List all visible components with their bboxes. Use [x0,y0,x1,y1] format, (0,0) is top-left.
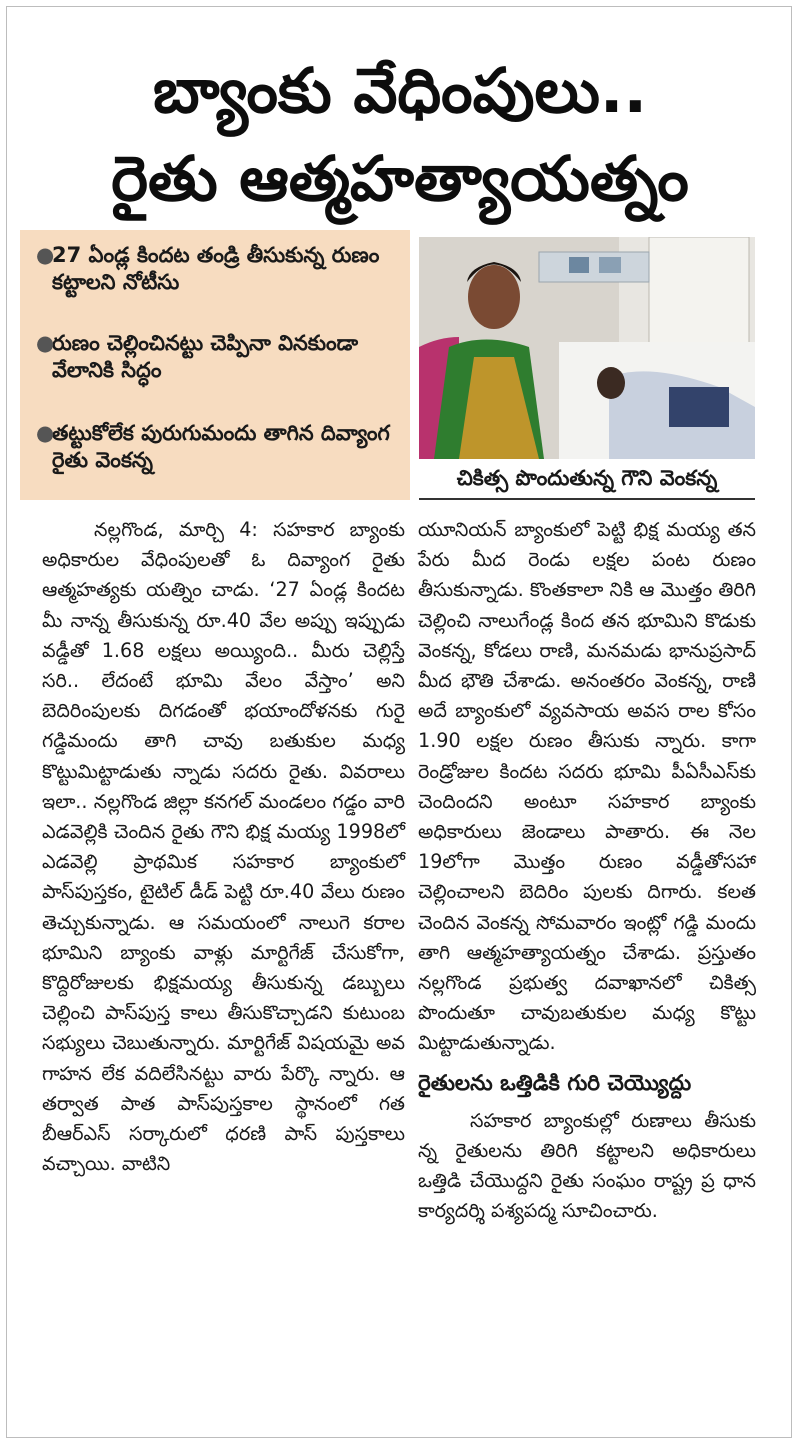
highlight-text: తట్టుకోలేక పురుగుమందు తాగిన దివ్యాంగ రైతు వెంకన్న [52,421,390,473]
highlight-text: రుణం చెల్లించినట్టు చెప్పినా వినకుండా వేలానికి సిద్ధం [52,331,359,383]
caption-divider [419,498,755,500]
article-column-1 [42,515,405,1179]
headline-line-2: రైతు ఆత్మహత్యాయత్నం [111,142,689,215]
news-photo [419,237,755,459]
article-paragraph: నల్లగొండ, మార్చి 4: సహకార బ్యాంకు అధికారుల వేధింపులతో ఓ దివ్యాంగ రైతు ఆత్మహత్యకు యత్నిం చాడు. ‘27 ఏండ్ల కిందట మీ నాన్న తీసుకున్న రూ.40 వేల అప్పు ఇప్పుడు వడ్డీతో 1.68 లక్షలు అయ్యింది.. మీరు చెల్లిస్తే సరి.. లేదంటే భూమి వేలం వేస్తాం’ అని బెదిరింపులకు దిగడంతో భయాందోళనకు గురై గడ్డిమందు తాగి చావు బతుకుల మధ్య కొట్టుమిట్టాడుతు న్నాడు సదరు రైతు. వివరాలు ఇలా.. నల్లగొండ జిల్లా కనగల్ మండలం గడ్డం వారి ఎడవెల్లికి చెందిన రైతు గౌని భిక్ష మయ్య 1998లో ఎడవెల్లి ప్రాథమిక సహకార బ్యాంకులో పాస్‌పుస్తకం, టైటిల్ డీడ్ పెట్టి రూ.40 వేలు రుణం తెచ్చుకున్నాడు. ఆ సమయంలో నాలుగె కరాల భూమిని బ్యాంకు వాళ్లు మార్టిగేజ్ చేసుకోగా, కొద్దిరోజులకు భిక్షమయ్య తీసుకున్న డబ్బులు చెల్లించి పాస్‌పుస్త కాలు తీసుకొచ్చాడని కుటుంబ సభ్యులు చెబుతున్నారు. మార్టిగేజ్ విషయమై అవ గాహన లేక వదిలేసినట్టు వారు పేర్కొ న్నారు. ఆ తర్వాత పాత పాస్‌పుస్తకాల స్థానంలో గత బీఆర్‌ఎస్ సర్కారులో ధరణి పాస్ పుస్తకాలు వచ్చాయి. వాటిని [42,518,405,1176]
article-paragraph: సహకార బ్యాంకుల్లో రుణాలు తీసుకు న్న రైతులను తిరిగి కట్టాలని అధికారులు ఒత్తిడి చేయొద్దని రైతు సంఘం రాష్ట్ర ప్ర ధాన కార్యదర్శి పశ్యపద్మ సూచించారు. [418,1108,756,1223]
article-paragraph: యూనియన్ బ్యాంకులో పెట్టి భిక్ష మయ్య తన పేరు మీద రెండు లక్షల పంట రుణం తీసుకున్నాడు. కొంతకాలా నికి ఆ మొత్తం తిరిగి చెల్లించి నాలుగేండ్ల కింద తన భూమిని కొడుకు వెంకన్న, కోడలు రాణి, మనమడు భానుప్రసాద్ మీద భౌతి చేశాడు. అనంతరం వెంకన్న, రాణి అదే బ్యాంకులో వ్యవసాయ అవస రాల కోసం 1.90 లక్షల రుణం తీసుకు న్నారు. కాగా రెండ్రోజుల కిందట సదరు భూమి పీఏసీఎస్‌కు చెందిందని అంటూ సహకార బ్యాంకు అధికారులు జెండాలు పాతారు. ఈ నెల 19లోగా మొత్తం రుణం వడ్డీతోసహా చెల్లించాలని బెదిరిం పులకు దిగారు. కలత చెందిన వెంకన్న సోమవారం ఇంట్లో గడ్డి మందు తాగి ఆత్మహత్యాయత్నం చేశాడు. ప్రస్తుతం నల్లగొండ ప్రభుత్వ దవాఖానలో చికిత్స పొందుతూ చావుబతుకుల మధ్య కొట్టు మిట్టాడుతున్నాడు. [418,518,756,1055]
highlight-item [30,420,400,475]
highlights-box [20,230,410,500]
headline-line-1: బ్యాంకు వేధింపులు.. [152,54,647,127]
hospital-scene-illustration [419,237,755,459]
bullet-icon: ● [36,243,55,267]
article-column-2 [418,515,756,1226]
article-subheading: రైతులను ఒత్తిడికి గురి చెయ్యొద్దు [418,1070,692,1096]
highlight-item [30,330,400,385]
bullet-icon: ● [36,331,55,355]
highlight-item [30,242,400,297]
highlight-text: 27 ఏండ్ల కిందట తండ్రి తీసుకున్న రుణం కట్టాలని నోటీసు [52,243,380,295]
bullet-icon: ● [36,421,55,445]
photo-caption: చికిత్స పొందుతున్న గౌని వెంకన్న [456,466,718,490]
